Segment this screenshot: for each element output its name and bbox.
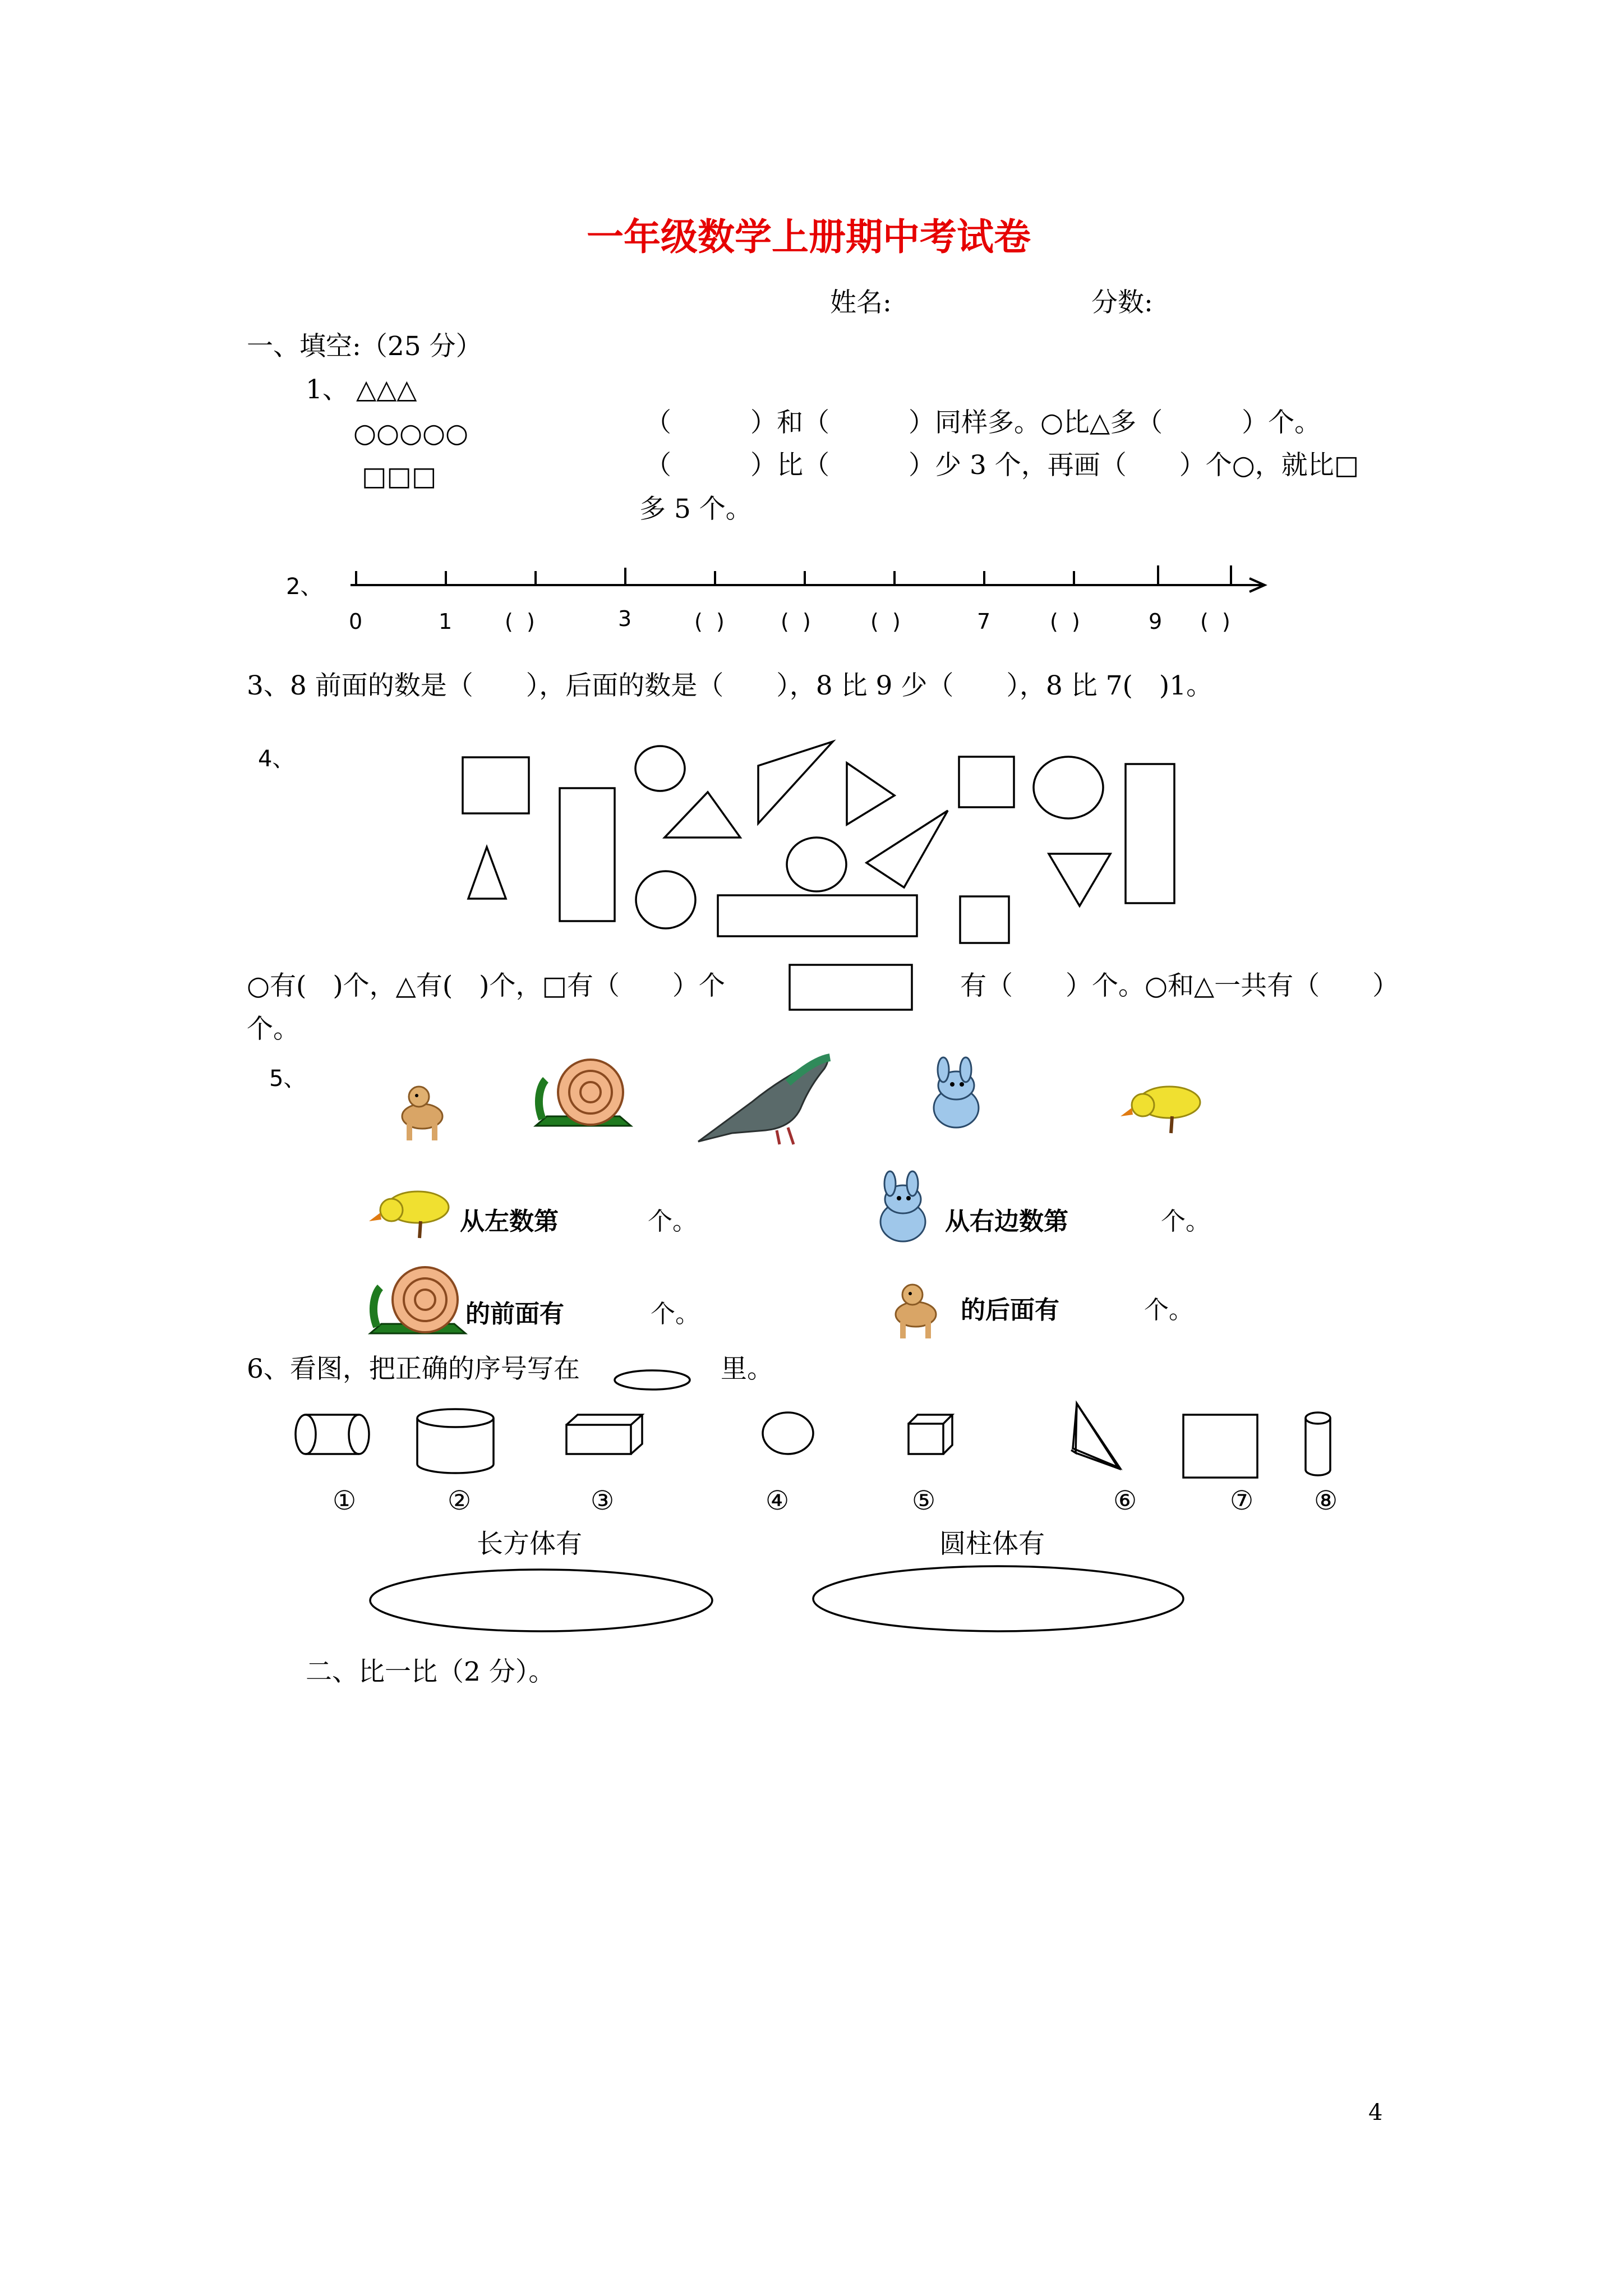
cylinder-icon [417, 1409, 494, 1473]
numline-blank: ( ) [694, 609, 725, 634]
q1-line3: 多 5 个。 [639, 494, 752, 524]
score-label: 分数: [1091, 287, 1153, 318]
solid-number: ④ [766, 1485, 790, 1516]
name-label: 姓名: [830, 287, 892, 318]
number-line-ticks [356, 565, 1231, 585]
triangle-shape [468, 847, 506, 899]
rectangle-shape [560, 788, 615, 921]
number-line-arrow [1249, 578, 1265, 592]
triangle-icon [1071, 1404, 1119, 1469]
rabbit-icon [880, 1171, 925, 1241]
q5-number: 5、 [269, 1066, 306, 1092]
numline-label: 3 [618, 606, 632, 631]
pigeon-icon [698, 1057, 830, 1144]
numline-label: 0 [349, 609, 363, 634]
circle-shape [635, 746, 685, 791]
q1-circles: ○○○○○ [353, 418, 469, 449]
numline-label: 7 [977, 609, 991, 634]
section2-heading: 二、比一比（2 分）。 [306, 1657, 555, 1687]
duck-icon [369, 1191, 449, 1238]
cuboid-answer-oval [370, 1570, 712, 1631]
numline-label: 9 [1149, 609, 1163, 634]
rabbit-icon [934, 1057, 979, 1128]
answer-oval-icon [615, 1370, 690, 1389]
inline-rectangle-shape [790, 965, 912, 1010]
triangle-shape [847, 763, 895, 825]
q6-text-a: 6、看图，把正确的序号写在 [247, 1354, 580, 1384]
solid-number: ⑤ [912, 1485, 936, 1516]
solid-number: ③ [591, 1485, 615, 1516]
cylinder-label: 圆柱体有 [939, 1529, 1045, 1559]
solid-number: ① [333, 1485, 357, 1516]
dog-behind-unit: 个。 [1144, 1296, 1193, 1324]
q2-number: 2、 [286, 574, 323, 600]
dog-behind-label: 的后面有 [961, 1296, 1059, 1324]
q4-line1-a: ○有( )个，△有( )个，□有（ ）个 [247, 970, 725, 1001]
cylinder-icon [296, 1415, 369, 1454]
circle-shape [636, 871, 695, 928]
q4-number: 4、 [258, 746, 295, 772]
q1-squares: □□□ [362, 461, 437, 492]
circle-shape [787, 838, 846, 891]
numline-blank: ( ) [505, 609, 535, 634]
numline-blank: ( ) [781, 609, 811, 634]
snail-front-unit: 个。 [651, 1300, 700, 1328]
rectangle-shape [718, 895, 917, 936]
rabbit-position-unit: 个。 [1161, 1207, 1210, 1236]
q1-triangles: △△△ [356, 374, 417, 405]
rabbit-position-label: 从右边数第 [945, 1207, 1068, 1236]
q6-text-b: 里。 [721, 1354, 773, 1384]
triangle-shape [665, 792, 740, 838]
square-shape [960, 896, 1009, 943]
circle-shape [1034, 757, 1103, 818]
triangle-shape [1049, 854, 1110, 906]
solid-number: ⑥ [1113, 1485, 1137, 1516]
snail-icon [536, 1060, 631, 1126]
circle-icon [763, 1412, 813, 1454]
q1-line1: （ ）和（ ）同样多。○比△多（ ）个。 [645, 407, 1321, 438]
q3-text: 3、8 前面的数是（ ），后面的数是（ ），8 比 9 少（ ），8 比 7( )1。 [247, 670, 1213, 701]
rectangle-shape [1126, 764, 1174, 903]
snail-front-label: 的前面有 [465, 1300, 564, 1328]
snail-icon [370, 1267, 465, 1333]
page-title: 一年级数学上册期中考试卷 [587, 215, 1031, 259]
dog-icon [402, 1087, 442, 1140]
numline-blank: ( ) [1200, 609, 1230, 634]
triangle-shape [758, 742, 833, 823]
cylinder-answer-oval [813, 1566, 1183, 1631]
square-shape [463, 757, 529, 813]
cuboid-icon [566, 1415, 642, 1454]
numline-blank: ( ) [870, 609, 901, 634]
solid-number: ⑧ [1314, 1485, 1338, 1516]
page-number: 4 [1368, 2100, 1383, 2125]
cuboid-label: 长方体有 [477, 1529, 582, 1559]
section1-heading: 一、填空:（25 分） [247, 331, 482, 362]
square-icon [1183, 1415, 1257, 1478]
duck-position-unit: 个。 [648, 1207, 697, 1236]
q4-line1-b: 有（ ）个。○和△一共有（ ） [960, 970, 1399, 1001]
dog-icon [896, 1285, 936, 1338]
q1-number: 1、 [306, 374, 349, 405]
solid-number: ⑦ [1230, 1485, 1254, 1516]
square-shape [959, 757, 1014, 807]
cube-icon [909, 1415, 952, 1454]
numline-label: 1 [439, 609, 453, 634]
duck-icon [1121, 1087, 1200, 1133]
solid-number: ② [448, 1485, 472, 1516]
q1-line2: （ ）比（ ）少 3 个，再画（ ）个○，就比□ [645, 450, 1359, 481]
cylinder-icon [1306, 1412, 1330, 1475]
triangle-shape [866, 811, 948, 887]
numline-blank: ( ) [1050, 609, 1080, 634]
q4-line2: 个。 [247, 1014, 299, 1045]
duck-position-label: 从左数第 [460, 1207, 559, 1236]
